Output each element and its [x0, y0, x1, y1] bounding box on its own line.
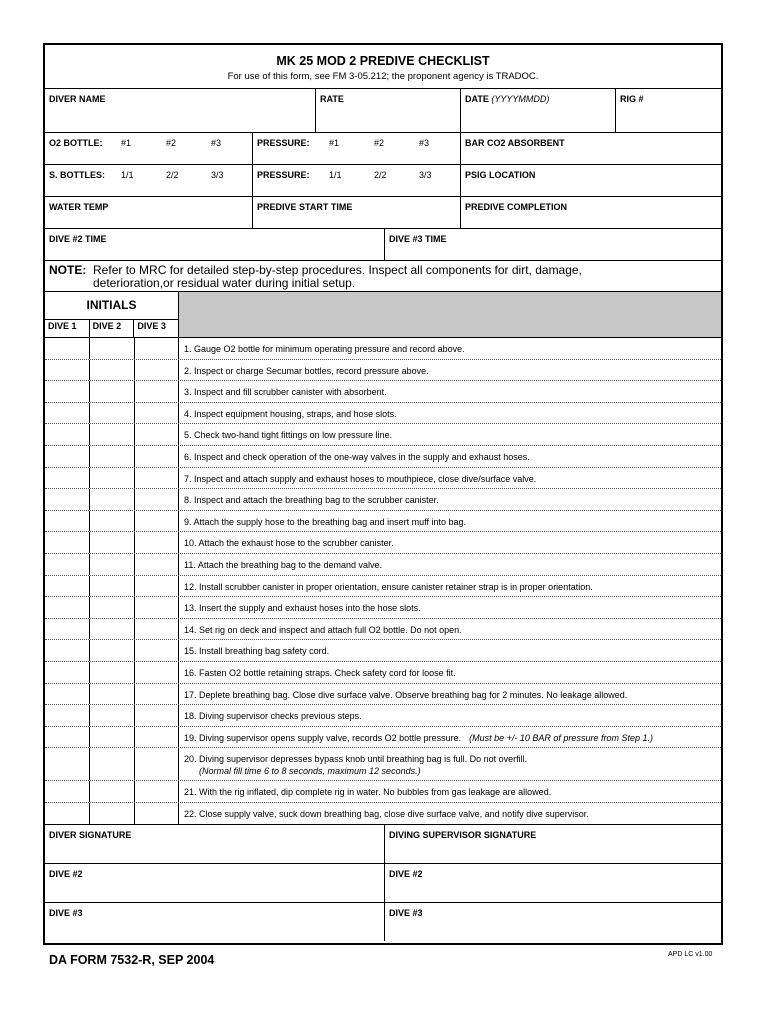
step-text-main: 3. Inspect and fill scrubber canister with absorbent.: [184, 387, 387, 398]
diver-signature-field[interactable]: [45, 825, 385, 863]
dive3-initial-box[interactable]: [135, 468, 179, 489]
step-text-main: 14. Set rig on deck and inspect and attach full O2 bottle. Do not open.: [184, 624, 462, 635]
dive1-initial-box[interactable]: [45, 532, 90, 553]
date-format-label: (YYYYMMDD): [491, 94, 550, 104]
checklist-steps: [45, 338, 721, 825]
dive1-initial-box[interactable]: [45, 489, 90, 510]
step-text: [179, 338, 721, 359]
dive2-initial-box[interactable]: [90, 619, 135, 640]
water-temp-label: WATER TEMP: [49, 202, 109, 212]
dive2-initial-box[interactable]: [90, 338, 135, 359]
dive1-initial-box[interactable]: [45, 748, 90, 780]
s-pressure-num-1: 1/1: [329, 170, 342, 180]
dive2-time-field[interactable]: [45, 229, 385, 260]
checklist-step: [45, 360, 721, 382]
diver-signature-label: DIVER SIGNATURE: [49, 830, 132, 841]
checklist-step: [45, 803, 721, 825]
step-text-main: 13. Insert the supply and exhaust hoses into the hose slots.: [184, 603, 421, 614]
dive2-initial-box[interactable]: [90, 489, 135, 510]
step-note: (Must be +/- 10 BAR of pressure from Step 1.): [469, 732, 653, 743]
diver-info-row: [45, 89, 721, 133]
step-text: [179, 619, 721, 640]
step-text: [179, 597, 721, 618]
dive3-initial-box[interactable]: [135, 748, 179, 780]
dive1-initial-box[interactable]: [45, 781, 90, 802]
dive2-initial-box[interactable]: [90, 532, 135, 553]
dive1-initial-box[interactable]: [45, 619, 90, 640]
checklist-step: [45, 662, 721, 684]
checklist-step: [45, 424, 721, 446]
dive1-initial-box[interactable]: [45, 705, 90, 726]
checklist-step: [45, 684, 721, 706]
step-text: [179, 532, 721, 553]
o2-bottle-label: O2 BOTTLE:: [49, 138, 103, 148]
form-header: [45, 45, 721, 89]
dive-times-row: [45, 229, 721, 261]
initials-header: [45, 292, 721, 338]
step-text-main: 21. With the rig inflated, dip complete rig in water. No bubbles from gas leakage are allowed.: [184, 787, 552, 798]
dive3-initial-box[interactable]: [135, 489, 179, 510]
rate-field[interactable]: [316, 89, 461, 132]
rig-label: RIG #: [620, 94, 644, 104]
dive3-initial-box[interactable]: [135, 684, 179, 705]
dive3-left-label: DIVE #3: [49, 908, 83, 919]
dive3-initial-box[interactable]: [135, 381, 179, 402]
dive3-initial-box[interactable]: [135, 446, 179, 467]
step-text: [179, 684, 721, 705]
dive1-initial-box[interactable]: [45, 511, 90, 532]
predive-completion-label: PREDIVE COMPLETION: [465, 202, 568, 212]
s-pressure-num-2: 2/2: [374, 170, 387, 180]
o2-bottle-num-2: #2: [166, 138, 177, 148]
psig-location-label: PSIG LOCATION: [465, 170, 536, 180]
dive1-initial-box[interactable]: [45, 338, 90, 359]
step-text: [179, 381, 721, 402]
dive2-left-label: DIVE #2: [49, 869, 83, 880]
dive3-initial-box[interactable]: [135, 338, 179, 359]
bar-co2-label: BAR CO2 ABSORBENT: [465, 138, 565, 148]
checklist-step: [45, 338, 721, 360]
step-text: [179, 446, 721, 467]
o2-bottle-num-1: #1: [121, 138, 132, 148]
date-label: DATE: [465, 94, 489, 104]
dive3-initial-box[interactable]: [135, 705, 179, 726]
dive2-signature-row: [45, 864, 721, 903]
checklist-step: [45, 489, 721, 511]
step-text-main: 4. Inspect equipment housing, straps, and hose slots.: [184, 408, 397, 419]
note-line-1: Refer to MRC for detailed step-by-step procedures. Inspect all components for dirt, damage,: [93, 263, 582, 277]
dive3-column-header: DIVE 3: [137, 321, 166, 331]
dive2-initial-box[interactable]: [90, 424, 135, 445]
dive3-initial-box[interactable]: [135, 511, 179, 532]
dive1-initial-box[interactable]: [45, 446, 90, 467]
dive3-initial-box[interactable]: [135, 781, 179, 802]
form-title: MK 25 MOD 2 PREDIVE CHECKLIST: [276, 54, 490, 68]
step-text: [179, 360, 721, 381]
dive1-initial-box[interactable]: [45, 640, 90, 661]
checklist-step: [45, 597, 721, 619]
initials-title: INITIALS: [45, 292, 178, 320]
dive1-initial-box[interactable]: [45, 597, 90, 618]
step-text: [179, 403, 721, 424]
dive1-initial-box[interactable]: [45, 662, 90, 683]
dive3-initial-box[interactable]: [135, 403, 179, 424]
step-text-main: 5. Check two-hand tight fittings on low pressure line.: [184, 430, 393, 441]
checklist-step: [45, 640, 721, 662]
dive2-column-header: DIVE 2: [90, 320, 135, 337]
initials-columns: [45, 320, 178, 337]
step-text: [179, 662, 721, 683]
diver-name-label: DIVER NAME: [49, 94, 106, 104]
dive2-initial-box[interactable]: [90, 381, 135, 402]
dive2-initial-box[interactable]: [90, 781, 135, 802]
pressure-label-2: PRESSURE:: [257, 170, 310, 180]
dive1-initial-box[interactable]: [45, 381, 90, 402]
step-text-main: 8. Inspect and attach the breathing bag to the scrubber canister.: [184, 495, 439, 506]
step-text: [179, 748, 721, 780]
pressure-label: PRESSURE:: [257, 138, 310, 148]
step-text: [179, 640, 721, 661]
dive3-initial-box[interactable]: [135, 640, 179, 661]
dive2-initial-box[interactable]: [90, 705, 135, 726]
form-id: DA FORM 7532-R, SEP 2004: [49, 953, 215, 967]
checklist-step: [45, 705, 721, 727]
dive2-initial-box[interactable]: [90, 511, 135, 532]
step-text: [179, 554, 721, 575]
o2-bottle-field[interactable]: [45, 133, 253, 164]
dive3-initial-box[interactable]: [135, 576, 179, 597]
checklist-step: [45, 619, 721, 641]
date-field[interactable]: [461, 89, 616, 132]
dive2-initial-box[interactable]: [90, 803, 135, 825]
supervisor-signature-field[interactable]: [385, 825, 721, 863]
checklist-step: [45, 403, 721, 425]
checklist-step: [45, 468, 721, 490]
dive1-initial-box[interactable]: [45, 684, 90, 705]
dive3-signature-row: [45, 903, 721, 941]
dive3-initial-box[interactable]: [135, 554, 179, 575]
dive3-initial-box[interactable]: [135, 662, 179, 683]
step-text-main: 19. Diving supervisor opens supply valve, records O2 bottle pressure.: [184, 732, 462, 743]
step-text: [179, 727, 721, 748]
bar-co2-field[interactable]: [461, 133, 721, 164]
predive-start-field[interactable]: [253, 197, 461, 228]
o2-pressure-field[interactable]: [253, 133, 461, 164]
supervisor-signature-label: DIVING SUPERVISOR SIGNATURE: [389, 830, 537, 841]
o2-bottle-num-3: #3: [211, 138, 222, 148]
checklist-step: [45, 554, 721, 576]
step-text-main: 16. Fasten O2 bottle retaining straps. Check safety cord for loose fit.: [184, 667, 456, 678]
dive2-initial-box[interactable]: [90, 554, 135, 575]
step-text-main: 1. Gauge O2 bottle for minimum operating pressure and record above.: [184, 344, 465, 354]
dive2-initial-box[interactable]: [90, 684, 135, 705]
dive3-initial-box[interactable]: [135, 619, 179, 640]
dive3-initial-box[interactable]: [135, 727, 179, 748]
step-text: [179, 511, 721, 532]
dive2-initial-box[interactable]: [90, 748, 135, 780]
dive2-initial-box[interactable]: [90, 576, 135, 597]
step-text-main: 15. Install breathing bag safety cord.: [184, 646, 330, 657]
dive3-initial-box[interactable]: [135, 532, 179, 553]
pressure-num-1: #1: [329, 138, 340, 148]
form-version: APD LC v1.00: [668, 951, 713, 958]
checklist-step: [45, 748, 721, 781]
checklist-step: [45, 446, 721, 468]
checklist-step: [45, 381, 721, 403]
dive3-initial-box[interactable]: [135, 424, 179, 445]
step-text: [179, 781, 721, 802]
step-text-main: 10. Attach the exhaust hose to the scrubber canister.: [184, 538, 394, 549]
diver-name-field[interactable]: [45, 89, 316, 132]
dive1-initial-box[interactable]: [45, 468, 90, 489]
dive1-initial-box[interactable]: [45, 403, 90, 424]
step-text-main: 9. Attach the supply hose to the breathing bag and insert muff into bag.: [184, 516, 467, 527]
rig-number-field[interactable]: [616, 89, 721, 132]
dive1-initial-box[interactable]: [45, 727, 90, 748]
dive2-initial-box[interactable]: [90, 360, 135, 381]
dive3-time-label: DIVE #3 TIME: [389, 234, 447, 244]
dive1-initial-box[interactable]: [45, 424, 90, 445]
dive2-initial-box[interactable]: [90, 403, 135, 424]
note-block: [45, 261, 721, 292]
step-text-main: 17. Deplete breathing bag. Close dive surface valve. Observe breathing bag for 2 minutes. No leakage allowed.: [184, 689, 628, 700]
dive3-initial-box[interactable]: [135, 597, 179, 618]
s-pressure-field[interactable]: [253, 165, 461, 196]
note-label: NOTE:: [49, 263, 87, 277]
step-text-main: 22. Close supply valve, suck down breathing bag, close dive surface valve, and notify dive supervisor.: [184, 808, 589, 819]
step-text-main: 12. Install scrubber canister in proper orientation, ensure canister retainer strap is in proper orientation.: [184, 581, 593, 592]
s-bottles-row: [45, 165, 721, 197]
o2-bottle-row: [45, 133, 721, 165]
pressure-num-3: #3: [419, 138, 430, 148]
step-text: [179, 489, 721, 510]
s-bottles-field[interactable]: [45, 165, 253, 196]
dive3-initial-box[interactable]: [135, 803, 179, 825]
s-bottles-label: S. BOTTLES:: [49, 170, 105, 180]
shaded-header-area: [179, 292, 721, 337]
step-text: [179, 424, 721, 445]
psig-location-field[interactable]: [461, 165, 721, 196]
step-text-main: 6. Inspect and check operation of the one-way valves in the supply and exhaust hoses.: [184, 451, 530, 462]
step-text: [179, 803, 721, 825]
dive2-initial-box[interactable]: [90, 727, 135, 748]
step-text-main: 18. Diving supervisor checks previous steps.: [184, 711, 362, 722]
dive3-initial-box[interactable]: [135, 360, 179, 381]
predive-checklist-form: [43, 43, 723, 945]
pressure-num-2: #2: [374, 138, 385, 148]
dive2-initial-box[interactable]: [90, 446, 135, 467]
note-line-2: deterioration,or residual water during initial setup.: [93, 276, 356, 290]
initials-block: [45, 292, 179, 337]
dive3-right-label: DIVE #3: [389, 908, 423, 919]
step-text: [179, 576, 721, 597]
step-text-main: 7. Inspect and attach supply and exhaust hoses to mouthpiece, close dive/surface valve.: [184, 473, 537, 484]
water-temp-field[interactable]: [45, 197, 253, 228]
step-text-main: 11. Attach the breathing bag to the demand valve.: [184, 559, 382, 570]
form-subtitle: For use of this form, see FM 3-05.212; the proponent agency is TRADOC.: [227, 71, 539, 82]
dive2-initial-box[interactable]: [90, 468, 135, 489]
step-text: [179, 705, 721, 726]
checklist-step: [45, 511, 721, 533]
checklist-step: [45, 576, 721, 598]
s-pressure-num-3: 3/3: [419, 170, 432, 180]
dive1-initial-box[interactable]: [45, 803, 90, 825]
checklist-step: [45, 727, 721, 749]
dive2-time-label: DIVE #2 TIME: [49, 234, 107, 244]
checklist-step: [45, 532, 721, 554]
step-text: [179, 468, 721, 489]
step-text-main: 20. Diving supervisor depresses bypass knob until breathing bag is full. Do not overfill.: [184, 754, 528, 765]
dive3-supervisor-signature-field[interactable]: [385, 903, 721, 941]
s-bottles-num-2: 2/2: [166, 170, 179, 180]
dive1-initial-box[interactable]: [45, 554, 90, 575]
s-bottles-num-3: 3/3: [211, 170, 224, 180]
dive1-column-header: DIVE 1: [45, 320, 90, 337]
step-text-main: 2. Inspect or charge Secumar bottles, record pressure above.: [184, 365, 429, 376]
dive1-initial-box[interactable]: [45, 576, 90, 597]
temp-time-row: [45, 197, 721, 229]
checklist-step: [45, 781, 721, 803]
dive2-right-label: DIVE #2: [389, 869, 423, 880]
rate-label: RATE: [320, 94, 344, 104]
s-bottles-num-1: 1/1: [121, 170, 134, 180]
dive2-initial-box[interactable]: [90, 640, 135, 661]
dive2-initial-box[interactable]: [90, 597, 135, 618]
predive-start-label: PREDIVE START TIME: [257, 202, 353, 212]
dive2-diver-signature-field[interactable]: [45, 864, 385, 902]
dive3-diver-signature-field[interactable]: [45, 903, 385, 941]
predive-completion-field[interactable]: [461, 197, 721, 228]
dive2-supervisor-signature-field[interactable]: [385, 864, 721, 902]
dive2-initial-box[interactable]: [90, 662, 135, 683]
step-note: (Normal fill time 6 to 8 seconds, maximum 12 seconds.): [199, 766, 421, 777]
signature-row: [45, 825, 721, 864]
dive3-time-field[interactable]: [385, 229, 721, 260]
dive1-initial-box[interactable]: [45, 360, 90, 381]
